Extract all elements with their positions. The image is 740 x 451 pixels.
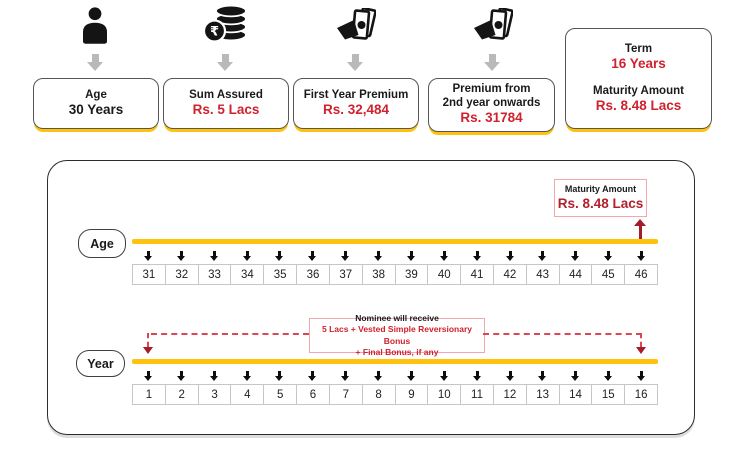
- age-value: 30 Years: [68, 102, 124, 118]
- down-arrow-icon: [165, 251, 198, 261]
- year-cell: 14: [559, 385, 592, 404]
- maturity-label: Maturity Amount: [593, 85, 684, 97]
- age-track-label: [78, 229, 126, 258]
- nominee-callout: [309, 313, 485, 357]
- maturity-callout-label: Maturity Amount: [564, 184, 637, 195]
- down-arrow-icon: [527, 371, 560, 381]
- maturity-callout: [554, 179, 647, 217]
- down-arrow-icon: [296, 251, 329, 261]
- nominee-callout-line2: 5 Lacs + Vested Simple Reversionary Bonus: [321, 324, 472, 346]
- year-cell: 3: [198, 385, 231, 404]
- term-label: Term: [624, 42, 653, 55]
- year-cell: 10: [427, 385, 460, 404]
- year-cell: 12: [493, 385, 526, 404]
- down-arrow-icon: [264, 371, 297, 381]
- year-cell-row: [132, 384, 658, 405]
- renewal-premium-label-line2: 2nd year onwards: [442, 96, 541, 109]
- sum-assured-value: Rs. 5 Lacs: [192, 102, 260, 118]
- age-cell: 33: [198, 265, 231, 284]
- down-arrow-icon: [231, 251, 264, 261]
- renewal-premium-card: [428, 78, 555, 132]
- age-track-label-text: Age: [90, 236, 114, 251]
- year-cell: 6: [296, 385, 329, 404]
- down-arrow-icon: [329, 371, 362, 381]
- sum-assured-label: Sum Assured: [189, 88, 263, 101]
- age-arrow-row: [132, 251, 658, 261]
- nominee-callout-line3: + Final Bonus, if any: [355, 346, 439, 357]
- dashed-connector: [151, 333, 309, 335]
- age-cell: 42: [493, 265, 526, 284]
- age-cell: 44: [559, 265, 592, 284]
- year-cell: 16: [624, 385, 657, 404]
- down-arrow-icon: [198, 371, 231, 381]
- down-arrow-icon: [559, 371, 592, 381]
- year-cell: 5: [263, 385, 296, 404]
- age-cell: 46: [624, 265, 657, 284]
- down-arrow-icon: [625, 371, 658, 381]
- sum-assured-card: [163, 78, 289, 129]
- year-cell: 9: [395, 385, 428, 404]
- age-cell: 41: [460, 265, 493, 284]
- age-cell: 38: [362, 265, 395, 284]
- age-label: Age: [85, 88, 107, 101]
- age-cell: 36: [296, 265, 329, 284]
- age-cell: 37: [329, 265, 362, 284]
- down-arrow-icon: [362, 371, 395, 381]
- down-arrow-icon: [428, 251, 461, 261]
- year-cell: 8: [362, 385, 395, 404]
- age-card: [33, 78, 159, 129]
- age-cell: 34: [230, 265, 263, 284]
- maturity-callout-value: Rs. 8.48 Lacs: [557, 195, 644, 211]
- down-arrow-icon: [559, 251, 592, 261]
- down-arrow-icon: [87, 54, 103, 71]
- down-arrow-icon: [461, 251, 494, 261]
- down-arrow-icon: [428, 371, 461, 381]
- down-arrow-icon: [494, 251, 527, 261]
- year-track-label: [76, 350, 125, 377]
- first-year-premium-label: First Year Premium: [303, 88, 409, 101]
- age-cell-row: [132, 264, 658, 285]
- down-arrow-icon: [198, 251, 231, 261]
- year-cell: 2: [165, 385, 198, 404]
- down-arrow-icon: [347, 54, 363, 71]
- renewal-premium-label-line1: Premium from: [452, 83, 531, 96]
- down-arrow-icon: [329, 251, 362, 261]
- age-cell: 39: [395, 265, 428, 284]
- premium-payment-icon: [336, 8, 376, 49]
- year-cell: 15: [591, 385, 624, 404]
- down-arrow-icon: [592, 371, 625, 381]
- nominee-callout-line1: Nominee will receive: [355, 313, 439, 324]
- year-cell: 13: [526, 385, 559, 404]
- down-arrow-icon: [296, 371, 329, 381]
- down-arrow-icon: [132, 371, 165, 381]
- down-arrow-icon: [484, 54, 500, 71]
- down-arrow-icon: [494, 371, 527, 381]
- down-arrow-icon: [362, 251, 395, 261]
- down-arrowhead-icon: [636, 347, 646, 354]
- year-arrow-row: [132, 371, 658, 381]
- age-cell: 31: [142, 268, 156, 281]
- dashed-connector: [147, 333, 149, 347]
- down-arrow-icon: [132, 251, 165, 261]
- age-cell: 45: [591, 265, 624, 284]
- premium-payment-icon: [473, 8, 513, 49]
- dashed-connector: [483, 333, 642, 335]
- first-year-premium-card: [293, 78, 419, 129]
- age-cell: 35: [263, 265, 296, 284]
- maturity-value: Rs. 8.48 Lacs: [595, 98, 682, 114]
- year-cell: 1: [145, 388, 153, 401]
- year-cell: 4: [230, 385, 263, 404]
- down-arrowhead-icon: [143, 347, 153, 354]
- down-arrow-icon: [395, 251, 428, 261]
- rupee-symbol: ₹: [209, 24, 220, 40]
- down-arrow-icon: [165, 371, 198, 381]
- down-arrow-icon: [461, 371, 494, 381]
- dashed-connector: [640, 333, 642, 347]
- year-cell: 7: [329, 385, 362, 404]
- down-arrow-icon: [592, 251, 625, 261]
- age-timeline-bar: [132, 239, 658, 244]
- first-year-premium-value: Rs. 32,484: [322, 102, 390, 118]
- age-cell: 43: [526, 265, 559, 284]
- year-track-label-text: Year: [87, 356, 114, 371]
- timeline-panel: [47, 160, 695, 435]
- age-cell: 40: [427, 265, 460, 284]
- down-arrow-icon: [625, 251, 658, 261]
- term-value: 16 Years: [611, 56, 666, 72]
- down-arrow-icon: [527, 251, 560, 261]
- renewal-premium-value: Rs. 31784: [460, 109, 523, 125]
- term-maturity-card: [565, 28, 712, 129]
- down-arrow-icon: [395, 371, 428, 381]
- rupee-coins-icon: [202, 4, 248, 51]
- year-cell: 11: [460, 385, 493, 404]
- person-icon: [80, 6, 110, 49]
- down-arrow-icon: [217, 54, 233, 71]
- up-arrow-icon: [634, 219, 646, 239]
- down-arrow-icon: [264, 251, 297, 261]
- age-cell: 32: [165, 265, 198, 284]
- down-arrow-icon: [231, 371, 264, 381]
- year-timeline-bar: [132, 359, 658, 364]
